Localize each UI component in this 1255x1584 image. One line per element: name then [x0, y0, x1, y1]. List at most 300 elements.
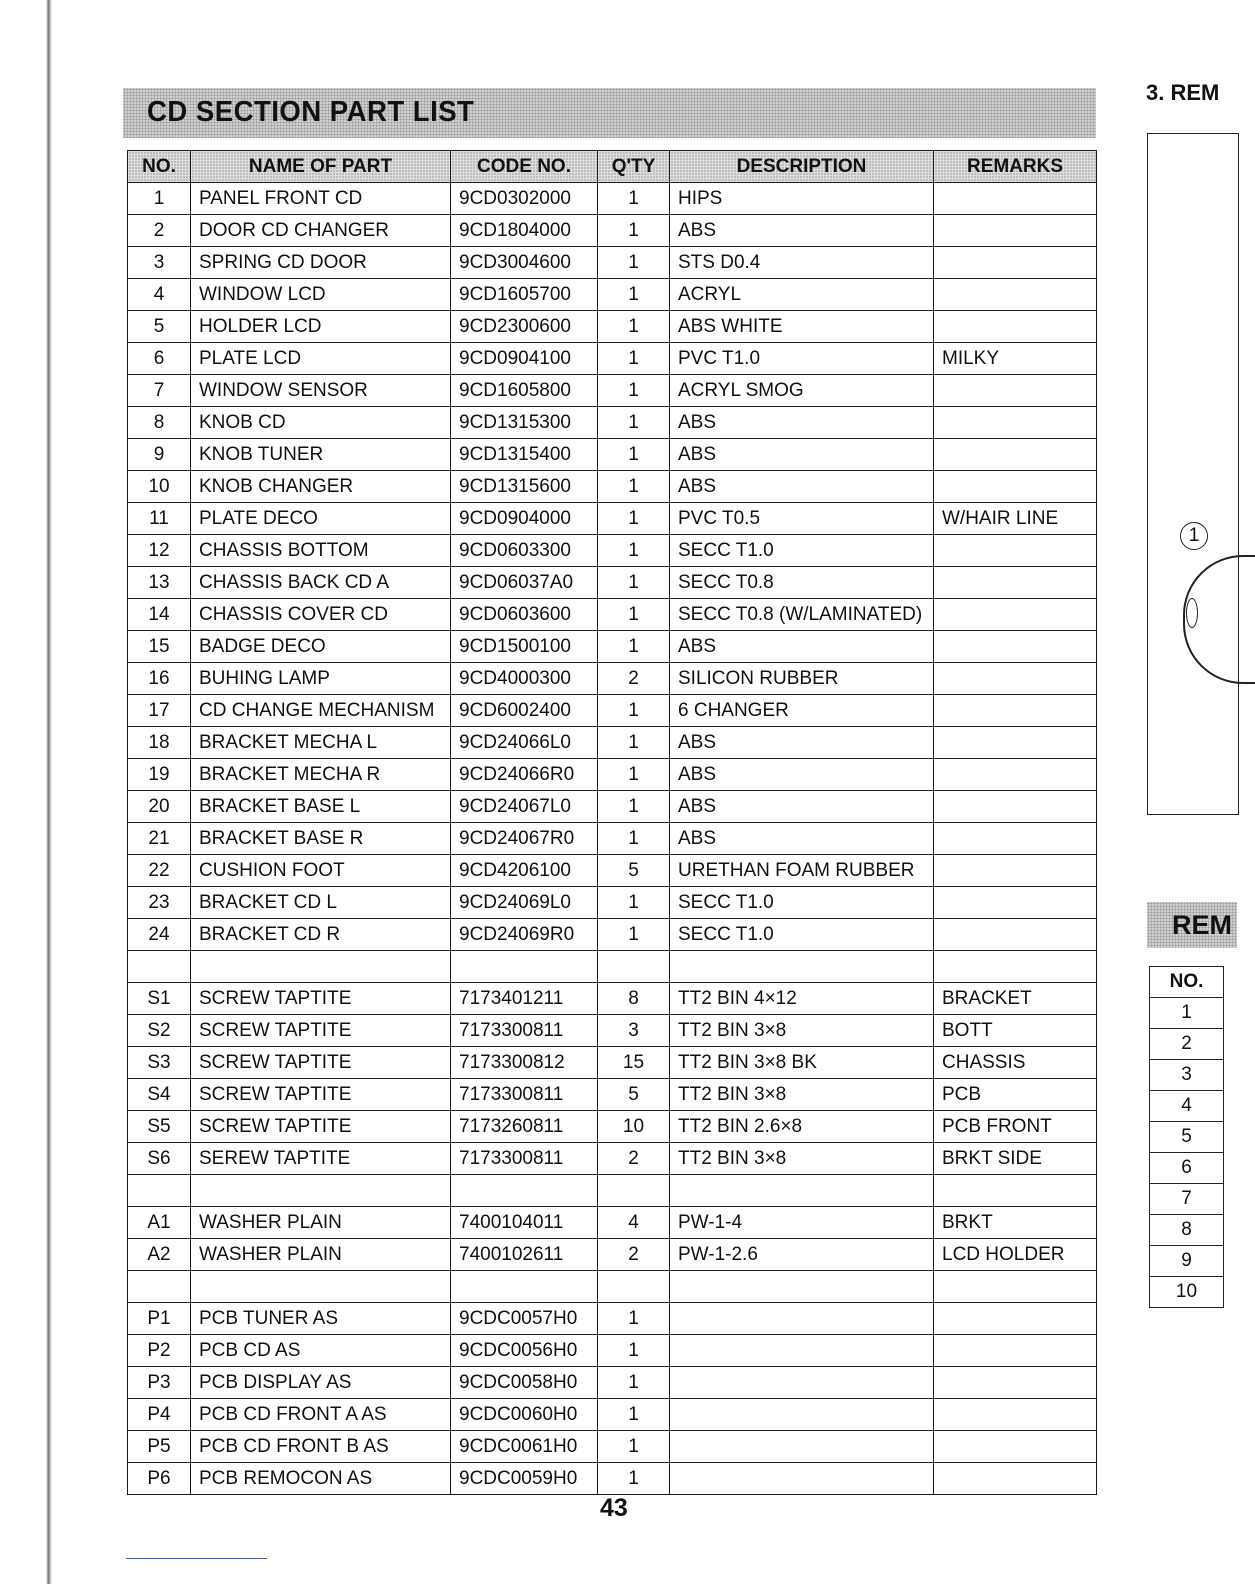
cell-name: BUHING LAMP — [191, 663, 451, 695]
cell-remarks — [934, 407, 1097, 439]
cell-code: 9CD4000300 — [451, 663, 598, 695]
cell-description — [670, 1431, 934, 1463]
cell-no: A2 — [128, 1239, 191, 1271]
cell-description: HIPS — [670, 183, 934, 215]
cell-name: CUSHION FOOT — [191, 855, 451, 887]
cell-description — [670, 951, 934, 983]
cell-description: SECC T1.0 — [670, 887, 934, 919]
cell-qty: 1 — [598, 823, 670, 855]
cell-qty: 5 — [598, 1079, 670, 1111]
cell-description: TT2 BIN 2.6×8 — [670, 1111, 934, 1143]
cell-qty: 1 — [598, 727, 670, 759]
side-table-row — [1150, 1153, 1224, 1184]
table-row — [128, 375, 1097, 407]
column-header-code: CODE NO. — [451, 151, 598, 183]
side-table-row — [1150, 1246, 1224, 1277]
cell-remarks — [934, 1303, 1097, 1335]
cell-name: WINDOW SENSOR — [191, 375, 451, 407]
cell-description: ABS — [670, 407, 934, 439]
table-row — [128, 1463, 1097, 1495]
cell-description: 6 CHANGER — [670, 695, 934, 727]
cell-qty: 1 — [598, 887, 670, 919]
cell-code — [451, 1271, 598, 1303]
cell-remarks — [934, 599, 1097, 631]
cell-qty: 1 — [598, 503, 670, 535]
cell-code: 7173300811 — [451, 1079, 598, 1111]
table-row — [128, 663, 1097, 695]
cell-description: ABS — [670, 759, 934, 791]
cell-remarks — [934, 887, 1097, 919]
side-figure-oval — [1186, 598, 1198, 628]
cell-no: 23 — [128, 887, 191, 919]
cell-qty: 1 — [598, 599, 670, 631]
cell-name: KNOB CHANGER — [191, 471, 451, 503]
cell-no: P6 — [128, 1463, 191, 1495]
side-table-row — [1150, 1184, 1224, 1215]
cell-qty: 1 — [598, 1303, 670, 1335]
cell-description: ABS — [670, 215, 934, 247]
side-table-row — [1150, 1029, 1224, 1060]
cell-qty: 1 — [598, 407, 670, 439]
table-row — [128, 759, 1097, 791]
cell-name: WASHER PLAIN — [191, 1207, 451, 1239]
cell-remarks — [934, 631, 1097, 663]
table-row — [128, 1303, 1097, 1335]
cell-description: ABS — [670, 631, 934, 663]
table-row — [128, 1015, 1097, 1047]
table-row — [128, 247, 1097, 279]
cell-description: TT2 BIN 3×8 — [670, 1015, 934, 1047]
cell-qty: 1 — [598, 1431, 670, 1463]
cell-name: PLATE LCD — [191, 343, 451, 375]
cell-no: 24 — [128, 919, 191, 951]
cell-no: 13 — [128, 567, 191, 599]
cell-name: BADGE DECO — [191, 631, 451, 663]
cell-code: 7173401211 — [451, 983, 598, 1015]
side-table-row — [1150, 1122, 1224, 1153]
cell-remarks — [934, 247, 1097, 279]
cell-remarks: LCD HOLDER — [934, 1239, 1097, 1271]
column-header-qty: Q'TY — [598, 151, 670, 183]
cell-no: P5 — [128, 1431, 191, 1463]
cell-remarks — [934, 1271, 1097, 1303]
cell-description — [670, 1175, 934, 1207]
side-table-header-no: NO. — [1150, 967, 1224, 998]
cell-name: PCB TUNER AS — [191, 1303, 451, 1335]
cell-code: 9CD24069R0 — [451, 919, 598, 951]
cell-no: 14 — [128, 599, 191, 631]
table-row — [128, 855, 1097, 887]
cell-no — [128, 1271, 191, 1303]
cell-code: 9CD24066R0 — [451, 759, 598, 791]
cell-name: KNOB CD — [191, 407, 451, 439]
cell-code: 9CD24066L0 — [451, 727, 598, 759]
table-row — [128, 215, 1097, 247]
side-section-heading: 3. REM — [1146, 80, 1220, 105]
side-cell-no: 1 — [1150, 998, 1224, 1029]
cell-remarks — [934, 279, 1097, 311]
cell-description: ABS WHITE — [670, 311, 934, 343]
cell-qty: 1 — [598, 311, 670, 343]
cell-remarks: W/HAIR LINE — [934, 503, 1097, 535]
cell-no: S1 — [128, 983, 191, 1015]
cell-description — [670, 1303, 934, 1335]
cell-code: 7400104011 — [451, 1207, 598, 1239]
table-row — [128, 1111, 1097, 1143]
cell-remarks: PCB — [934, 1079, 1097, 1111]
column-header-remarks: REMARKS — [934, 151, 1097, 183]
cell-remarks: MILKY — [934, 343, 1097, 375]
cell-qty: 1 — [598, 535, 670, 567]
cell-code: 9CD24067R0 — [451, 823, 598, 855]
cell-name: PCB CD FRONT B AS — [191, 1431, 451, 1463]
cell-remarks — [934, 567, 1097, 599]
cell-qty: 1 — [598, 631, 670, 663]
cell-description: TT2 BIN 3×8 — [670, 1079, 934, 1111]
table-row — [128, 1367, 1097, 1399]
cell-name: PCB REMOCON AS — [191, 1463, 451, 1495]
cell-name: SPRING CD DOOR — [191, 247, 451, 279]
table-row — [128, 1079, 1097, 1111]
table-row — [128, 1047, 1097, 1079]
cell-name: BRACKET CD R — [191, 919, 451, 951]
cell-code: 9CD24067L0 — [451, 791, 598, 823]
cell-no: 2 — [128, 215, 191, 247]
cell-remarks — [934, 1463, 1097, 1495]
side-table-row — [1150, 998, 1224, 1029]
cell-description — [670, 1463, 934, 1495]
cell-qty: 1 — [598, 279, 670, 311]
cell-no: 17 — [128, 695, 191, 727]
cell-remarks — [934, 951, 1097, 983]
cell-description: SECC T0.8 — [670, 567, 934, 599]
cell-name: PLATE DECO — [191, 503, 451, 535]
cell-name: SCREW TAPTITE — [191, 983, 451, 1015]
cell-no — [128, 951, 191, 983]
side-callout-circle: 1 — [1180, 522, 1208, 550]
cell-no: 5 — [128, 311, 191, 343]
side-cell-no: 4 — [1150, 1091, 1224, 1122]
cell-remarks — [934, 1399, 1097, 1431]
cell-name: PCB CD FRONT A AS — [191, 1399, 451, 1431]
cell-description: PVC T0.5 — [670, 503, 934, 535]
cell-name: BRACKET MECHA L — [191, 727, 451, 759]
cell-no: 1 — [128, 183, 191, 215]
cell-no: S2 — [128, 1015, 191, 1047]
parts-table-header-row — [128, 151, 1097, 183]
cell-description: PW-1-4 — [670, 1207, 934, 1239]
table-row — [128, 631, 1097, 663]
cell-description: SILICON RUBBER — [670, 663, 934, 695]
cell-description: ABS — [670, 791, 934, 823]
cell-description: SECC T1.0 — [670, 535, 934, 567]
table-row — [128, 1399, 1097, 1431]
cell-name: PCB DISPLAY AS — [191, 1367, 451, 1399]
cell-description: URETHAN FOAM RUBBER — [670, 855, 934, 887]
cell-code: 7173300811 — [451, 1143, 598, 1175]
table-row — [128, 887, 1097, 919]
cell-no: S4 — [128, 1079, 191, 1111]
cell-name: DOOR CD CHANGER — [191, 215, 451, 247]
cell-no: 21 — [128, 823, 191, 855]
cell-name: SCREW TAPTITE — [191, 1047, 451, 1079]
cell-code: 9CD1804000 — [451, 215, 598, 247]
cell-remarks — [934, 759, 1097, 791]
cell-code: 9CD0904100 — [451, 343, 598, 375]
side-cell-no: 5 — [1150, 1122, 1224, 1153]
side-cell-no: 10 — [1150, 1277, 1224, 1308]
cell-remarks: PCB FRONT — [934, 1111, 1097, 1143]
side-parts-table — [1149, 966, 1224, 1308]
cell-code: 9CD4206100 — [451, 855, 598, 887]
cell-qty: 4 — [598, 1207, 670, 1239]
cell-description — [670, 1367, 934, 1399]
cell-qty: 1 — [598, 567, 670, 599]
cell-description: PW-1-2.6 — [670, 1239, 934, 1271]
cell-code: 9CD0603300 — [451, 535, 598, 567]
table-row — [128, 791, 1097, 823]
cell-description: ACRYL — [670, 279, 934, 311]
cell-no: 18 — [128, 727, 191, 759]
cell-remarks — [934, 375, 1097, 407]
cell-code: 9CDC0058H0 — [451, 1367, 598, 1399]
cell-code: 9CD1500100 — [451, 631, 598, 663]
cell-name: CHASSIS BACK CD A — [191, 567, 451, 599]
cell-name: PANEL FRONT CD — [191, 183, 451, 215]
cell-remarks — [934, 919, 1097, 951]
cell-description: ABS — [670, 727, 934, 759]
cell-qty: 1 — [598, 439, 670, 471]
cell-code: 9CDC0061H0 — [451, 1431, 598, 1463]
cell-code: 9CD1315400 — [451, 439, 598, 471]
cell-code: 9CD0603600 — [451, 599, 598, 631]
cell-qty: 1 — [598, 215, 670, 247]
cell-no: 11 — [128, 503, 191, 535]
side-table-row — [1150, 1091, 1224, 1122]
cell-qty: 1 — [598, 1367, 670, 1399]
cell-description: SECC T0.8 (W/LAMINATED) — [670, 599, 934, 631]
cell-remarks — [934, 791, 1097, 823]
side-table-row — [1150, 1060, 1224, 1091]
cell-description: ACRYL SMOG — [670, 375, 934, 407]
column-header-description: DESCRIPTION — [670, 151, 934, 183]
cell-qty: 8 — [598, 983, 670, 1015]
cell-qty: 1 — [598, 1463, 670, 1495]
table-row — [128, 823, 1097, 855]
cell-no: P3 — [128, 1367, 191, 1399]
side-table-row — [1150, 1277, 1224, 1308]
cell-remarks — [934, 695, 1097, 727]
cell-description — [670, 1399, 934, 1431]
cell-name: CD CHANGE MECHANISM — [191, 695, 451, 727]
table-row — [128, 727, 1097, 759]
table-row — [128, 1271, 1097, 1303]
cell-remarks: BRACKET — [934, 983, 1097, 1015]
cell-qty: 1 — [598, 1335, 670, 1367]
cell-code: 9CD1605700 — [451, 279, 598, 311]
cell-remarks — [934, 855, 1097, 887]
cell-description: ABS — [670, 439, 934, 471]
table-row — [128, 1143, 1097, 1175]
table-row — [128, 311, 1097, 343]
side-cell-no: 8 — [1150, 1215, 1224, 1246]
cell-qty: 1 — [598, 375, 670, 407]
side-band-title: REM — [1172, 910, 1232, 940]
cell-name: WINDOW LCD — [191, 279, 451, 311]
cell-no: S6 — [128, 1143, 191, 1175]
cell-qty: 3 — [598, 1015, 670, 1047]
cell-code: 9CD06037A0 — [451, 567, 598, 599]
table-row — [128, 1335, 1097, 1367]
cell-no: A1 — [128, 1207, 191, 1239]
cell-code: 9CD1605800 — [451, 375, 598, 407]
cell-code: 9CDC0056H0 — [451, 1335, 598, 1367]
table-row — [128, 1175, 1097, 1207]
column-header-no: NO. — [128, 151, 191, 183]
cell-name: BRACKET CD L — [191, 887, 451, 919]
cell-qty: 2 — [598, 663, 670, 695]
table-row — [128, 471, 1097, 503]
cell-qty — [598, 1175, 670, 1207]
cell-no: 7 — [128, 375, 191, 407]
cell-code: 9CD0904000 — [451, 503, 598, 535]
cell-qty: 1 — [598, 759, 670, 791]
cell-code: 9CD2300600 — [451, 311, 598, 343]
cell-no: 20 — [128, 791, 191, 823]
cell-remarks — [934, 663, 1097, 695]
cell-description: TT2 BIN 3×8 — [670, 1143, 934, 1175]
cell-description: PVC T1.0 — [670, 343, 934, 375]
cell-description — [670, 1271, 934, 1303]
cell-code: 7173300812 — [451, 1047, 598, 1079]
cell-qty: 1 — [598, 471, 670, 503]
cell-no: 19 — [128, 759, 191, 791]
table-row — [128, 439, 1097, 471]
cell-no: 16 — [128, 663, 191, 695]
cell-qty: 1 — [598, 343, 670, 375]
table-row — [128, 407, 1097, 439]
cell-no: 9 — [128, 439, 191, 471]
cell-code: 9CD1315300 — [451, 407, 598, 439]
cell-no: P1 — [128, 1303, 191, 1335]
cell-no: S3 — [128, 1047, 191, 1079]
cell-name: BRACKET BASE L — [191, 791, 451, 823]
cell-qty — [598, 951, 670, 983]
table-row — [128, 183, 1097, 215]
cell-code: 9CD1315600 — [451, 471, 598, 503]
cell-remarks — [934, 535, 1097, 567]
side-cell-no: 9 — [1150, 1246, 1224, 1277]
cell-remarks: BRKT SIDE — [934, 1143, 1097, 1175]
column-header-name: NAME OF PART — [191, 151, 451, 183]
cell-description: SECC T1.0 — [670, 919, 934, 951]
cell-remarks: BRKT — [934, 1207, 1097, 1239]
side-table-row — [1150, 1215, 1224, 1246]
cell-qty: 2 — [598, 1239, 670, 1271]
table-row — [128, 567, 1097, 599]
cell-no: 3 — [128, 247, 191, 279]
page-number: 43 — [600, 1494, 628, 1522]
side-cell-no: 2 — [1150, 1029, 1224, 1060]
cell-no: S5 — [128, 1111, 191, 1143]
cell-qty: 5 — [598, 855, 670, 887]
table-row — [128, 503, 1097, 535]
cell-name: HOLDER LCD — [191, 311, 451, 343]
cell-name: KNOB TUNER — [191, 439, 451, 471]
cell-name: SEREW TAPTITE — [191, 1143, 451, 1175]
parts-table — [127, 150, 1097, 1495]
side-cell-no: 3 — [1150, 1060, 1224, 1091]
cell-remarks: CHASSIS — [934, 1047, 1097, 1079]
cell-description — [670, 1335, 934, 1367]
cell-no: 6 — [128, 343, 191, 375]
cell-description: ABS — [670, 471, 934, 503]
cell-code: 7173300811 — [451, 1015, 598, 1047]
page-title: CD SECTION PART LIST — [147, 96, 475, 128]
cell-name: SCREW TAPTITE — [191, 1079, 451, 1111]
cell-remarks — [934, 471, 1097, 503]
cell-name — [191, 951, 451, 983]
table-row — [128, 535, 1097, 567]
cell-code — [451, 951, 598, 983]
cell-remarks — [934, 183, 1097, 215]
table-row — [128, 1239, 1097, 1271]
cell-name: SCREW TAPTITE — [191, 1111, 451, 1143]
cell-name: CHASSIS COVER CD — [191, 599, 451, 631]
cell-code: 7173260811 — [451, 1111, 598, 1143]
cell-code: 9CDC0057H0 — [451, 1303, 598, 1335]
cell-qty: 1 — [598, 695, 670, 727]
table-row — [128, 951, 1097, 983]
table-row — [128, 695, 1097, 727]
cell-description: ABS — [670, 823, 934, 855]
cell-no: 10 — [128, 471, 191, 503]
side-cell-no: 7 — [1150, 1184, 1224, 1215]
cell-name: CHASSIS BOTTOM — [191, 535, 451, 567]
cell-no: 8 — [128, 407, 191, 439]
cell-remarks — [934, 727, 1097, 759]
cell-remarks — [934, 1175, 1097, 1207]
cell-name — [191, 1271, 451, 1303]
cell-no: P4 — [128, 1399, 191, 1431]
cell-no: P2 — [128, 1335, 191, 1367]
footer-rule — [126, 1558, 267, 1559]
cell-description: TT2 BIN 3×8 BK — [670, 1047, 934, 1079]
cell-code: 9CD24069L0 — [451, 887, 598, 919]
side-figure-box — [1147, 133, 1239, 815]
cell-name: WASHER PLAIN — [191, 1239, 451, 1271]
cell-remarks — [934, 215, 1097, 247]
cell-qty: 15 — [598, 1047, 670, 1079]
binding-edge — [46, 0, 52, 1584]
cell-code: 9CD6002400 — [451, 695, 598, 727]
cell-remarks — [934, 1367, 1097, 1399]
cell-no: 22 — [128, 855, 191, 887]
cell-qty: 1 — [598, 183, 670, 215]
cell-no: 4 — [128, 279, 191, 311]
cell-description: STS D0.4 — [670, 247, 934, 279]
cell-remarks — [934, 439, 1097, 471]
cell-code — [451, 1175, 598, 1207]
table-row — [128, 1207, 1097, 1239]
table-row — [128, 1431, 1097, 1463]
cell-qty: 2 — [598, 1143, 670, 1175]
cell-qty: 1 — [598, 791, 670, 823]
cell-description: TT2 BIN 4×12 — [670, 983, 934, 1015]
cell-qty: 10 — [598, 1111, 670, 1143]
cell-qty — [598, 1271, 670, 1303]
cell-name — [191, 1175, 451, 1207]
